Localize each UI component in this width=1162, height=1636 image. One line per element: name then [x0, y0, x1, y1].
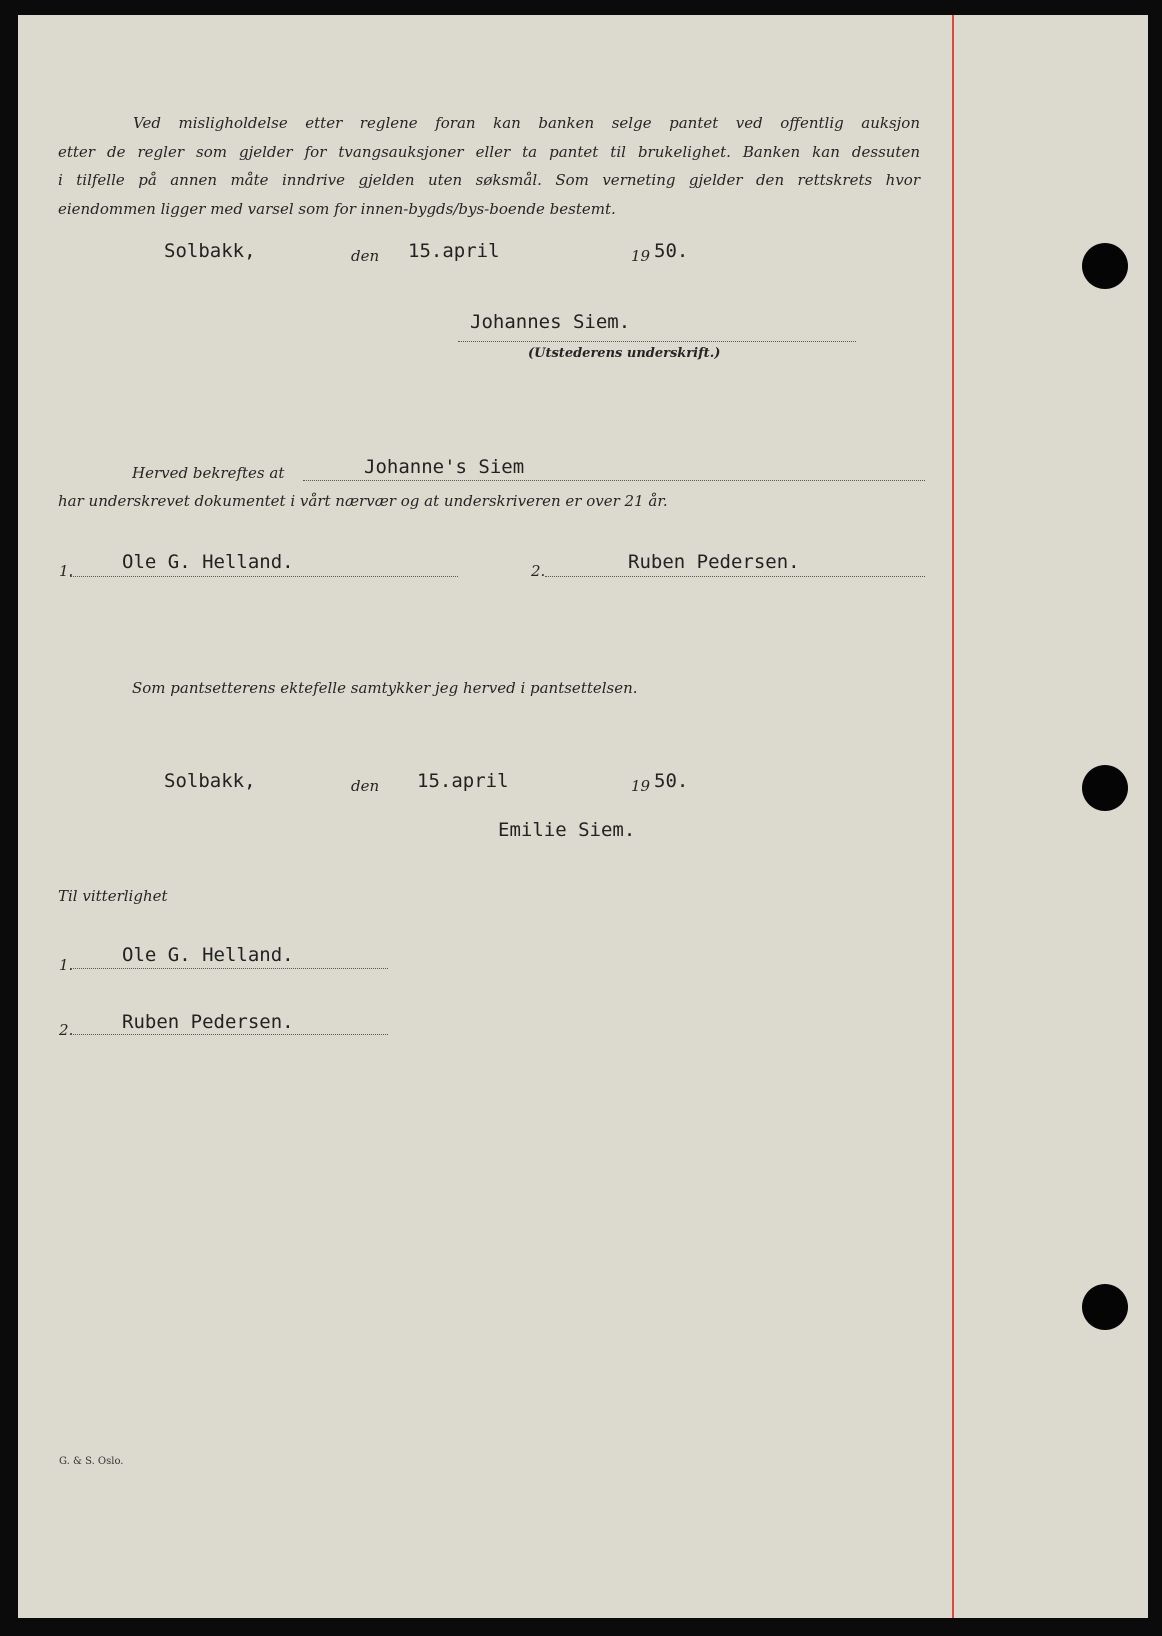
clause-line: eiendommen ligger med varsel som for innen-bygds/bys-boende bestemt. — [58, 199, 616, 218]
spouse-consent: Som pantsetterens ektefelle samtykker jeg herved i pantsettelsen. — [132, 679, 638, 697]
witness-number: 2. — [531, 562, 546, 580]
clause-line: etter de regler som gjelder for tvangsauksjoner eller ta pantet til brukelighet. Banken kan dessuten — [58, 142, 920, 161]
punch-hole — [1082, 765, 1128, 811]
attest-line — [70, 1034, 388, 1035]
witness-number: 1. — [59, 562, 74, 580]
witness-name: Ruben Pedersen. — [628, 551, 800, 573]
attest-name: Ruben Pedersen. — [122, 1011, 294, 1033]
spouse-century: 19 — [631, 777, 651, 795]
witness-line — [70, 576, 458, 577]
issuer-signature: Johannes Siem. — [470, 311, 631, 333]
signature-caption: (Utstederens underskrift.) — [528, 346, 721, 361]
spouse-place: Solbakk, — [164, 770, 256, 792]
confirmation-name: Johanne's Siem — [364, 456, 525, 478]
issuer-century: 19 — [631, 247, 651, 265]
issuer-place: Solbakk, — [164, 240, 256, 262]
witness-name: Ole G. Helland. — [122, 551, 294, 573]
punch-hole — [1082, 243, 1128, 289]
attest-line — [70, 968, 388, 969]
attest-number: 1. — [59, 956, 74, 974]
default-clause — [58, 109, 920, 223]
attest-name: Ole G. Helland. — [122, 944, 294, 966]
signature-line — [458, 341, 856, 342]
issuer-den-label: den — [351, 247, 380, 265]
clause-line: i tilfelle på annen måte inndrive gjelden uten søksmål. Som verneting gjelder den rettskrets hvor — [58, 171, 920, 189]
document-page — [18, 15, 1148, 1618]
punch-hole — [1082, 1284, 1128, 1330]
confirmation-text: har underskrevet dokumentet i vårt nærvær og at underskriveren er over 21 år. — [58, 492, 668, 510]
printer-mark: G. & S. Oslo. — [59, 1456, 124, 1467]
confirmation-lead: Herved bekreftes at — [132, 464, 285, 482]
spouse-date: 15.april — [417, 770, 509, 792]
spouse-signature: Emilie Siem. — [498, 819, 636, 841]
spouse-year: 50. — [654, 770, 689, 792]
attest-number: 2. — [59, 1021, 74, 1039]
attest-heading: Til vitterlighet — [58, 887, 168, 905]
issuer-date: 15.april — [408, 240, 500, 262]
red-margin-line — [952, 15, 954, 1618]
confirmation-line — [303, 480, 925, 481]
clause-line: Ved misligholdelse etter reglene foran kan banken selge pantet ved offentlig auksjon — [133, 114, 920, 132]
issuer-year: 50. — [654, 240, 689, 262]
witness-line — [545, 576, 925, 577]
spouse-den-label: den — [351, 777, 380, 795]
